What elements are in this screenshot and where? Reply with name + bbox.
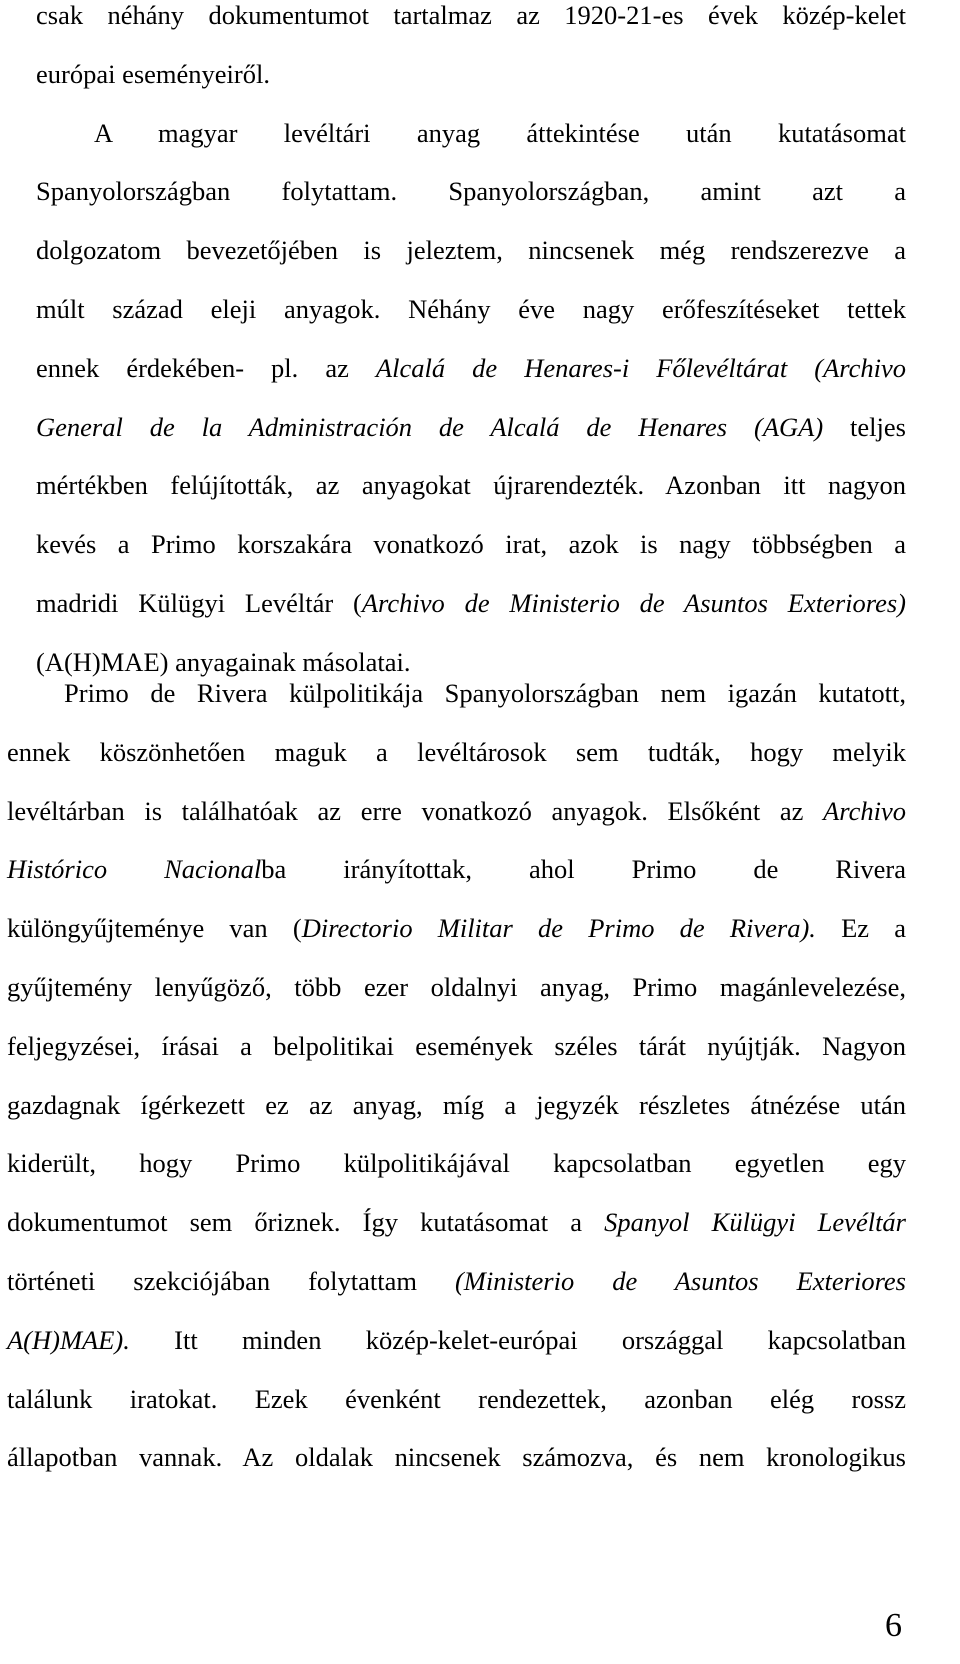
text-segment: A magyar levéltári anyag áttekintése után kutatásomat (94, 117, 906, 148)
text-line (7, 1252, 906, 1311)
text-segment: állapotban vannak. Az oldalak nincsenek számozva, és nem kronologikus (7, 1442, 906, 1473)
text-line (7, 782, 906, 841)
paragraph-archive-overview (36, 0, 906, 692)
italic-text-segment: Archivo (823, 795, 906, 826)
text-segment: történeti szekciójában folytattam (7, 1265, 455, 1296)
text-line (36, 515, 906, 574)
text-segment: ennek köszönhetően maguk a levéltárosok sem tudták, hogy melyik (7, 736, 906, 767)
text-segment: múlt század eleji anyagok. Néhány éve nagy erőfeszítéseket tettek (36, 293, 906, 324)
italic-text-segment: Archivo de Ministerio de Asuntos Exteriores) (361, 587, 906, 618)
italic-text-segment: Histórico Nacional (7, 854, 262, 885)
text-line (7, 1076, 906, 1135)
text-line (36, 0, 906, 45)
text-line (7, 1428, 906, 1487)
text-line (36, 280, 906, 339)
text-line (36, 456, 906, 515)
text-line (7, 958, 906, 1017)
text-segment: mértékben felújították, az anyagokat újrarendezték. Azonban itt nagyon (36, 470, 906, 501)
text-segment: feljegyzései, írásai a belpolitikai események széles tárát nyújtják. Nagyon (7, 1030, 906, 1061)
italic-text-segment: (Ministerio de Asuntos Exteriores (454, 1265, 906, 1296)
text-segment: levéltárban is találhatóak az erre vonatkozó anyagok. Elsőként az (7, 795, 824, 826)
text-segment: csak néhány dokumentumot tartalmaz az 1920-21-es évek közép-kelet (36, 0, 906, 30)
italic-text-segment: A(H)MAE). (7, 1324, 130, 1355)
text-segment: ba irányítottak, ahol Primo de Rivera (261, 854, 907, 885)
text-line (7, 840, 906, 899)
text-segment: Spanyolországban folytattam. Spanyolországban, amint azt a (36, 176, 906, 207)
text-line (7, 664, 906, 723)
italic-text-segment: General de la Administración de Alcalá de Henares (AGA) (36, 411, 824, 442)
text-line (36, 339, 906, 398)
text-line (36, 45, 906, 104)
text-segment: ennek érdekében- pl. az (36, 352, 376, 383)
paragraph-primo-foreign-policy (7, 664, 906, 1487)
italic-text-segment: Alcalá de Henares-i Főlevéltárat (Archivo (375, 352, 906, 383)
text-line (36, 162, 906, 221)
text-segment: (A(H)MAE) anyagainak másolatai. (36, 646, 411, 677)
italic-text-segment: Directorio Militar de Primo de Rivera). (301, 913, 816, 944)
text-segment: madridi Külügyi Levéltár ( (36, 587, 362, 618)
text-line (7, 1017, 906, 1076)
text-segment: Ez a (815, 913, 906, 944)
text-line (36, 574, 906, 633)
text-segment: teljes (823, 411, 906, 442)
text-line (7, 723, 906, 782)
text-segment: dolgozatom bevezetőjében is jeleztem, nincsenek még rendszerezve a (36, 235, 906, 266)
text-segment: különgyűjteménye van ( (7, 913, 302, 944)
italic-text-segment: Spanyol Külügyi Levéltár (604, 1207, 906, 1238)
text-line (7, 1193, 906, 1252)
text-line (36, 221, 906, 280)
text-line (7, 1311, 906, 1370)
text-line (36, 104, 906, 163)
text-segment: Itt minden közép-kelet-európai országgal kapcsolatban (129, 1324, 906, 1355)
text-segment: Primo de Rivera külpolitikája Spanyolországban nem igazán kutatott, (64, 678, 906, 708)
text-segment: kevés a Primo korszakára vonatkozó irat, azok is nagy többségben a (36, 529, 906, 560)
text-line (36, 398, 906, 457)
text-line (7, 1134, 906, 1193)
text-line (7, 899, 906, 958)
text-segment: dokumentumot sem őriznek. Így kutatásomat a (7, 1207, 605, 1238)
text-segment: gyűjtemény lenyűgöző, több ezer oldalnyi anyag, Primo magánlevelezése, (7, 971, 906, 1002)
text-segment: gazdagnak ígérkezett ez az anyag, míg a jegyzék részletes átnézése után (7, 1089, 906, 1120)
text-segment: európai eseményeiről. (36, 58, 270, 89)
text-line (7, 1370, 906, 1429)
text-segment: kiderült, hogy Primo külpolitikájával kapcsolatban egyetlen egy (7, 1148, 906, 1179)
page-number: 6 (885, 1607, 902, 1644)
text-segment: találunk iratokat. Ezek évenként rendezettek, azonban elég rossz (7, 1383, 906, 1414)
